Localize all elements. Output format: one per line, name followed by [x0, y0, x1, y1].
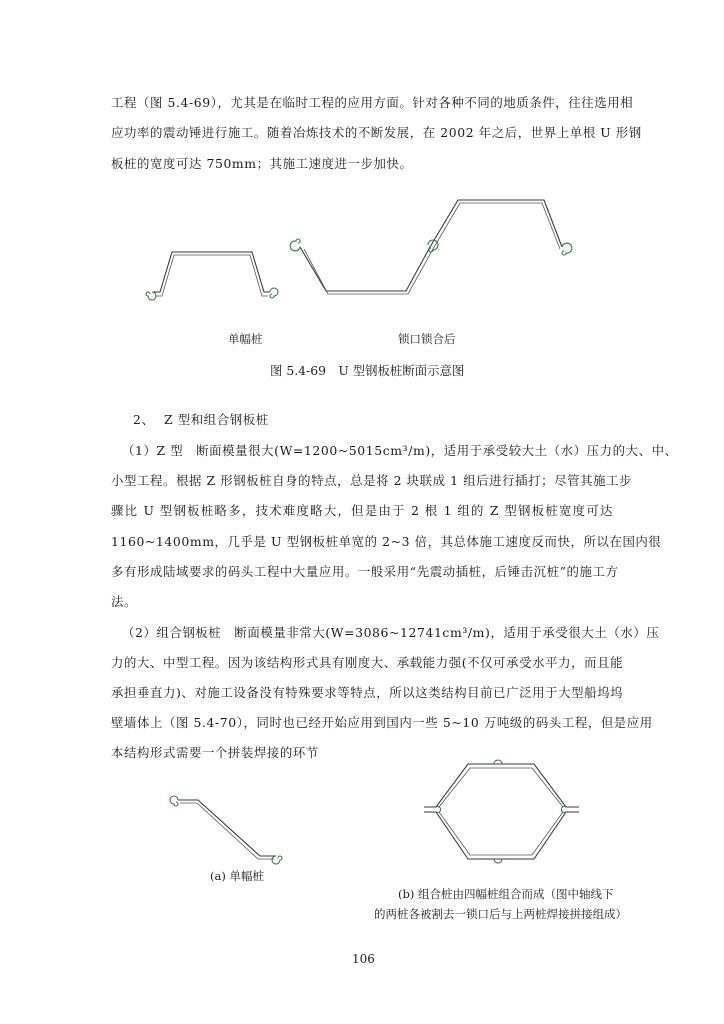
figure2-label-a: (a) 单幅桩 [210, 869, 264, 883]
paragraph2-line6: 法。 [111, 594, 137, 609]
figure1-caption: 图 5.4-69 U 型钢板桩断面示意图 [270, 363, 465, 378]
figure2-label-b-line2: 的两桩各被割去一锁口后与上两桩焊接拼接组成） [374, 907, 627, 921]
paragraph1-line1: 工程（图 5.4-69），尤其是在临时工程的应用方面。针对各种不同的地质条件，往往选用相 [111, 95, 634, 110]
paragraph2-line2: 小型工程。根据 Z 形钢板桩自身的特点，总是将 2 块联成 1 组后进行插打；尽管其施工步 [111, 473, 633, 488]
paragraph2-line4: 1160~1400mm，几乎是 U 型钢板桩单宽的 2~3 倍，其总体施工速度反而快，所以在国内很 [111, 534, 662, 549]
paragraph3-line4: 壁墙体上（图 5.4-70），同时也已经开始应用到国内一些 5~10 万吨级的码头工程，但是应用 [111, 715, 653, 730]
figure2-label-b-line1: (b) 组合桩由四幅桩组合而成（图中轴线下 [398, 887, 614, 901]
z-pile-single-drawing [170, 792, 290, 867]
paragraph3-line2: 力的大、中型工程。因为该结构形式具有刚度大、承载能力强(不仅可承受水平力，而且能 [111, 655, 624, 670]
paragraph2-line3: 骤比 U 型钢板桩略多，技术难度略大，但是由于 2 根 1 组的 Z 型钢板桩宽度可达 [111, 503, 613, 518]
paragraph3-line1: （2）组合钢板桩 断面模量非常大(W=3086~12741cm³/m)，适用于承受很大土（水）压 [122, 625, 660, 640]
u-pile-locked-drawing [290, 195, 580, 305]
figure1-label-single: 单幅桩 [228, 332, 263, 346]
combined-pile-drawing [416, 760, 588, 872]
page-number: 106 [352, 952, 375, 966]
figure1-label-locked: 锁口锁合后 [398, 332, 456, 346]
section-title: Z 型和组合钢板桩 [164, 412, 269, 427]
paragraph2-line5: 多有形成陆域要求的码头工程中大量应用。一般采用“先震动插桩，后锤击沉桩”的施工方 [111, 564, 619, 579]
section-number: 2、 [133, 412, 155, 427]
paragraph1-line3: 板桩的宽度可达 750mm；其施工速度进一步加快。 [111, 156, 413, 171]
u-pile-single-drawing [140, 240, 290, 310]
paragraph1-line2: 应功率的震动锤进行施工。随着冶炼技术的不断发展，在 2002 年之后，世界上单根 U 形钢 [111, 125, 642, 140]
paragraph3-line5: 本结构形式需要一个拼装焊接的环节 [111, 745, 319, 760]
paragraph2-line1: （1）Z 型 断面模量很大(W=1200~5015cm³/m)，适用于承受较大土（水）压力的大、中、 [122, 443, 678, 458]
paragraph3-line3: 承担垂直力)、对施工设备没有特殊要求等特点，所以这类结构目前已广泛用于大型船坞坞 [111, 685, 624, 700]
